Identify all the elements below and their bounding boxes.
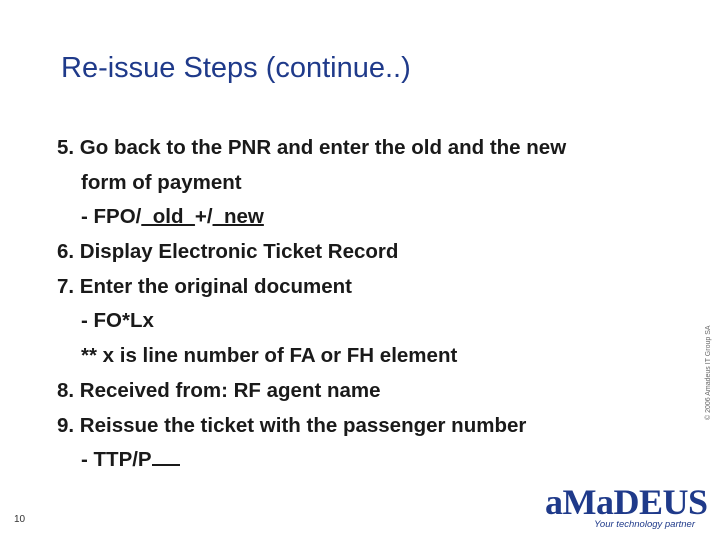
fpo-separator: +/ [194,205,213,229]
ttp-command [57,443,566,478]
logo-wordmark: aMaDEUS [545,482,708,522]
page-number: 10 [14,514,26,525]
fpo-old: _old_ [141,205,195,229]
amadeus-logo [545,482,708,530]
step-8: 8. Received from: RF agent name [57,378,381,402]
fpo-prefix: - FPO/ [81,205,142,229]
logo-tagline: Your technology partner [594,519,695,530]
fo-command: - FO*Lx [81,309,154,333]
step-6: 6. Display Electronic Ticket Record [57,240,399,264]
steps-list [57,131,566,478]
fpo-command [57,200,566,235]
step-5-continuation: form of payment [81,170,242,194]
slide-title: Re-issue Steps (continue..) [61,52,411,84]
step-5-line: 5. Go back to the PNR and enter the old and the new [57,136,567,159]
step-9: 9. Reissue the ticket with the passenger number [57,413,527,437]
passenger-number-blank [152,446,180,466]
fo-note: ** x is line number of FA or FH element [81,344,458,368]
copyright-notice: © 2006 Amadeus IT Group SA [705,325,712,420]
step-7: 7. Enter the original document [57,274,353,298]
fpo-new: _new [212,205,264,229]
ttp-prefix: - TTP/P [81,448,152,472]
